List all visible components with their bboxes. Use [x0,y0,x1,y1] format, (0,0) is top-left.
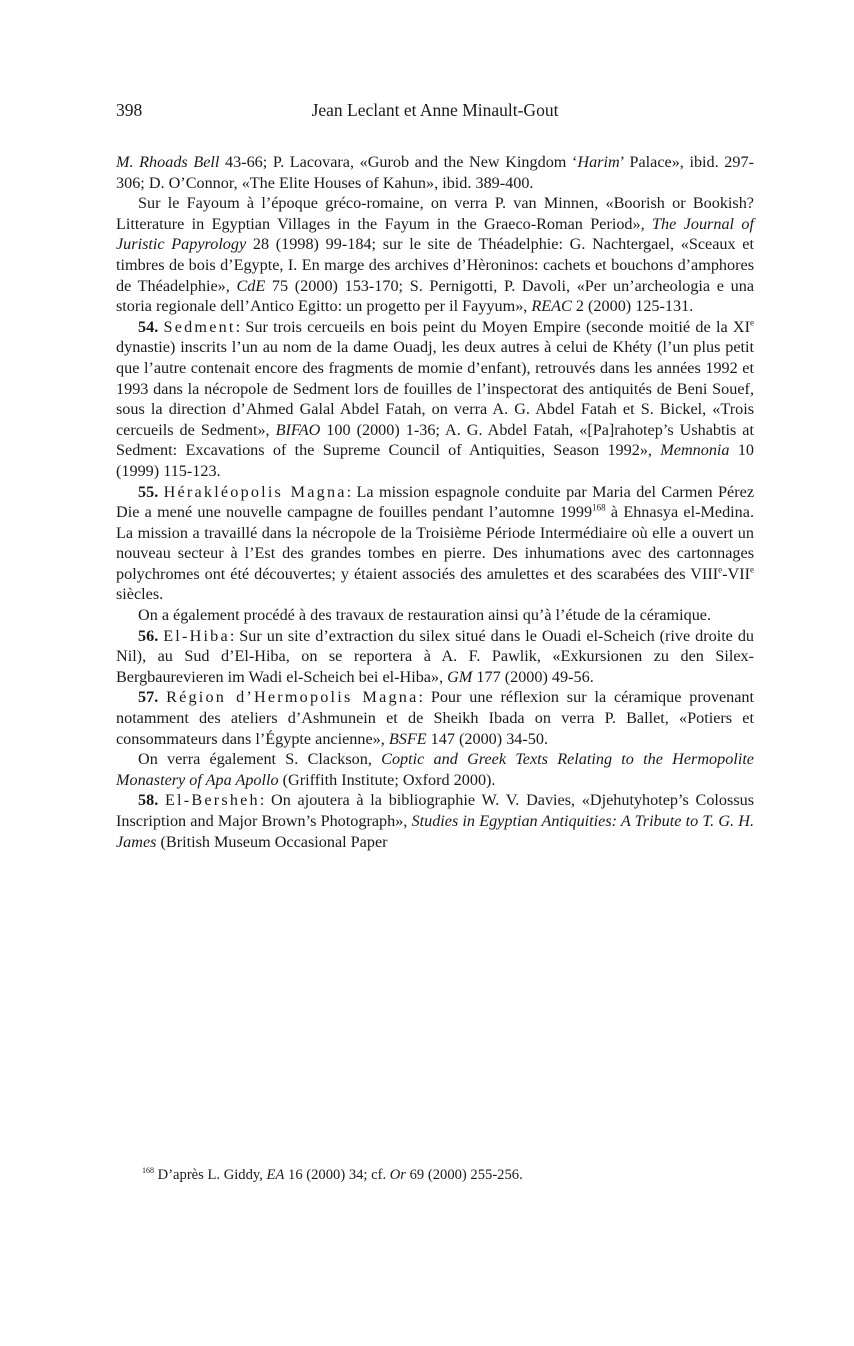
intro-paragraph-1 [116,152,754,193]
citation-title: GM [447,667,473,686]
section-number: 57. [138,688,159,707]
footnote-mark: 168 [142,1166,154,1176]
superscript: e [718,564,723,575]
text-run: : On ajoutera à la bibliographie W. V. Davies, «Djehutyhotep’s Colossus Inscription and Major Brown’s Photograph», [116,791,755,830]
footnote-168 [142,1166,754,1184]
section-number: 54. [138,317,159,336]
intro-paragraph-2 [116,193,754,317]
citation-title: CdE [236,276,266,295]
text-run: : Sur trois cercueils en bois peint du Moyen Empire (seconde moitié de la XI [235,317,750,336]
text-run: : La mission espagnole conduite par Maria del Carmen Pérez Die a mené une nouvelle campagne de fouilles pendant l’automne 1999 [116,482,755,522]
text-run: On verra également S. Clackson, [138,750,382,769]
text-run: dynastie) inscrits l’un au nom de la dame Ouadj, les deux autres à celui de Khéty (l’un plus petit que l’autre contenait encore des fragments de momie d’enfant), retrouvés dans les années 1992 et 1993 dans la nécropole de Sedment lors de fouilles de l’inspectorat des antiquités de Beni Souef, sous la direction d’Ahmed Galal Abdel Fatah, on verra A. G. Abdel Fatah et S. Bickel, «Trois cercueils de Sedment», [116,338,754,439]
text-run: 177 (2000) 49-56. [472,667,594,686]
text-run: 100 (2000) 1-36; A. G. Abdel Fatah, «[Pa]rahotep’s Ushabtis at Sedment: Excavations of the Supreme Council of Antiquities, Season 1992», [116,420,754,460]
text-run: D’après L. Giddy, [154,1167,267,1183]
text-run: 75 (2000) 153-170; S. Pernigotti, P. Davoli, «Per un’archeologia e una storia regionale dell’Antico Egitto: un progetto per il Fayyum», [116,276,755,316]
text-run: (British Museum Occasional Paper [156,832,388,851]
citation-title: The Journal of Juristic Papyrology [116,214,754,254]
text-run: 2 (2000) 125-131. [571,297,694,316]
section-56 [116,626,754,688]
text-run: siècles. [116,585,164,604]
text-run: 147 (2000) 34-50. [426,729,549,748]
text-run: 16 (2000) 34; cf. [284,1167,390,1183]
section-heading: Hérakléopolis Magna [163,482,347,501]
text-run: Sur le Fayoum à l’époque gréco-romaine, on verra P. van Minnen, «Boorish or Bookish? Litterature in Egyptian Villages in the Fayum in the Graeco-Roman Period», [116,194,754,233]
citation-title: Studies in Egyptian Antiquities: A Tribute to T. G. H. James [116,812,754,851]
running-head: Jean Leclant et Anne Minault-Gout [311,100,559,120]
text-run: : Sur un site d’extraction du silex situé dans le Ouadi el-Scheich (rive droite du Nil), au Sud d’El-Hiba, on se reportera à A. F. Pawlik, «Exkursionen zu den Silex-Bergbaurevieren im Wadi el-Scheich bei el-Hiba», [116,626,755,686]
section-heading: Région d’Hermopolis Magna [166,688,419,707]
section-number: 55. [138,482,159,501]
section-heading: El-Hiba [163,626,230,645]
text-run: (Griffith Institute; Oxford 2000). [278,770,496,789]
superscript: e [750,564,754,575]
section-number: 58. [138,791,159,810]
section-54 [116,317,754,482]
section-heading: El-Bersheh [164,791,260,810]
text-run: à Ehnasya el-Medina. La mission a travaillé dans la nécropole de la Troisième Période Intermédiaire où elle a ouvert un nouveau secteur à l’Est des grandes tombes en pierre. Des inhumations avec des cartonnages polychromes ont été découvertes; y étaient associés des amulettes et des scarabées des VIII [116,503,754,583]
text-run: ’ Palace», ibid. 297-306; D. O’Connor, «The Elite Houses of Kahun», ibid. 389-400. [116,153,754,192]
text-run: : Pour une réflexion sur la céramique provenant notamment des ateliers d’Ashmunein et de Sheikh Ibada on verra P. Ballet, «Potiers et consommateurs dans l’Égypte ancienne», [116,688,754,748]
citation-title: BIFAO [275,420,321,439]
citation-title: M. Rhoads Bell [116,153,220,171]
citation-title: BSFE [388,729,427,748]
citation-title: REAC [531,297,572,316]
text-run: 43-66; P. Lacovara, «Gurob and the New Kingdom ‘ [219,153,578,171]
section-heading: Sedment [163,317,236,336]
superscript: e [750,317,754,328]
body-text [116,152,754,852]
text-run: 69 (2000) 255-256. [405,1167,523,1183]
citation-title: Harim [577,153,620,171]
section-number: 56. [138,626,159,645]
citation-title: EA [266,1167,285,1183]
text-run: 10 (1999) 115-123. [116,441,755,480]
section-57-paragraph-2 [116,749,754,790]
page-header [116,100,754,126]
text-run: 28 (1998) 99-184; sur le site de Théadelphie: G. Nachtergael, «Sceaux et timbres de bois d’Egypte, I. En marge des archives d’Hèroninos: cachets et bouchons d’amphores de Théadelphie», [116,235,754,295]
citation-title: Coptic and Greek Texts Relating to the Hermopolite Monastery of Apa Apollo [116,750,754,789]
section-55-paragraph-2: On a également procédé à des travaux de restauration ainsi qu’à l’étude de la céramique. [138,606,712,625]
section-58 [116,790,754,852]
citation-title: Or [389,1167,406,1183]
footnote-reference: 168 [592,502,606,513]
citation-title: Memnonia [660,441,730,460]
section-55 [116,482,754,606]
page-number: 398 [116,100,143,120]
section-57 [116,687,754,749]
text-run: -VII [722,564,750,583]
